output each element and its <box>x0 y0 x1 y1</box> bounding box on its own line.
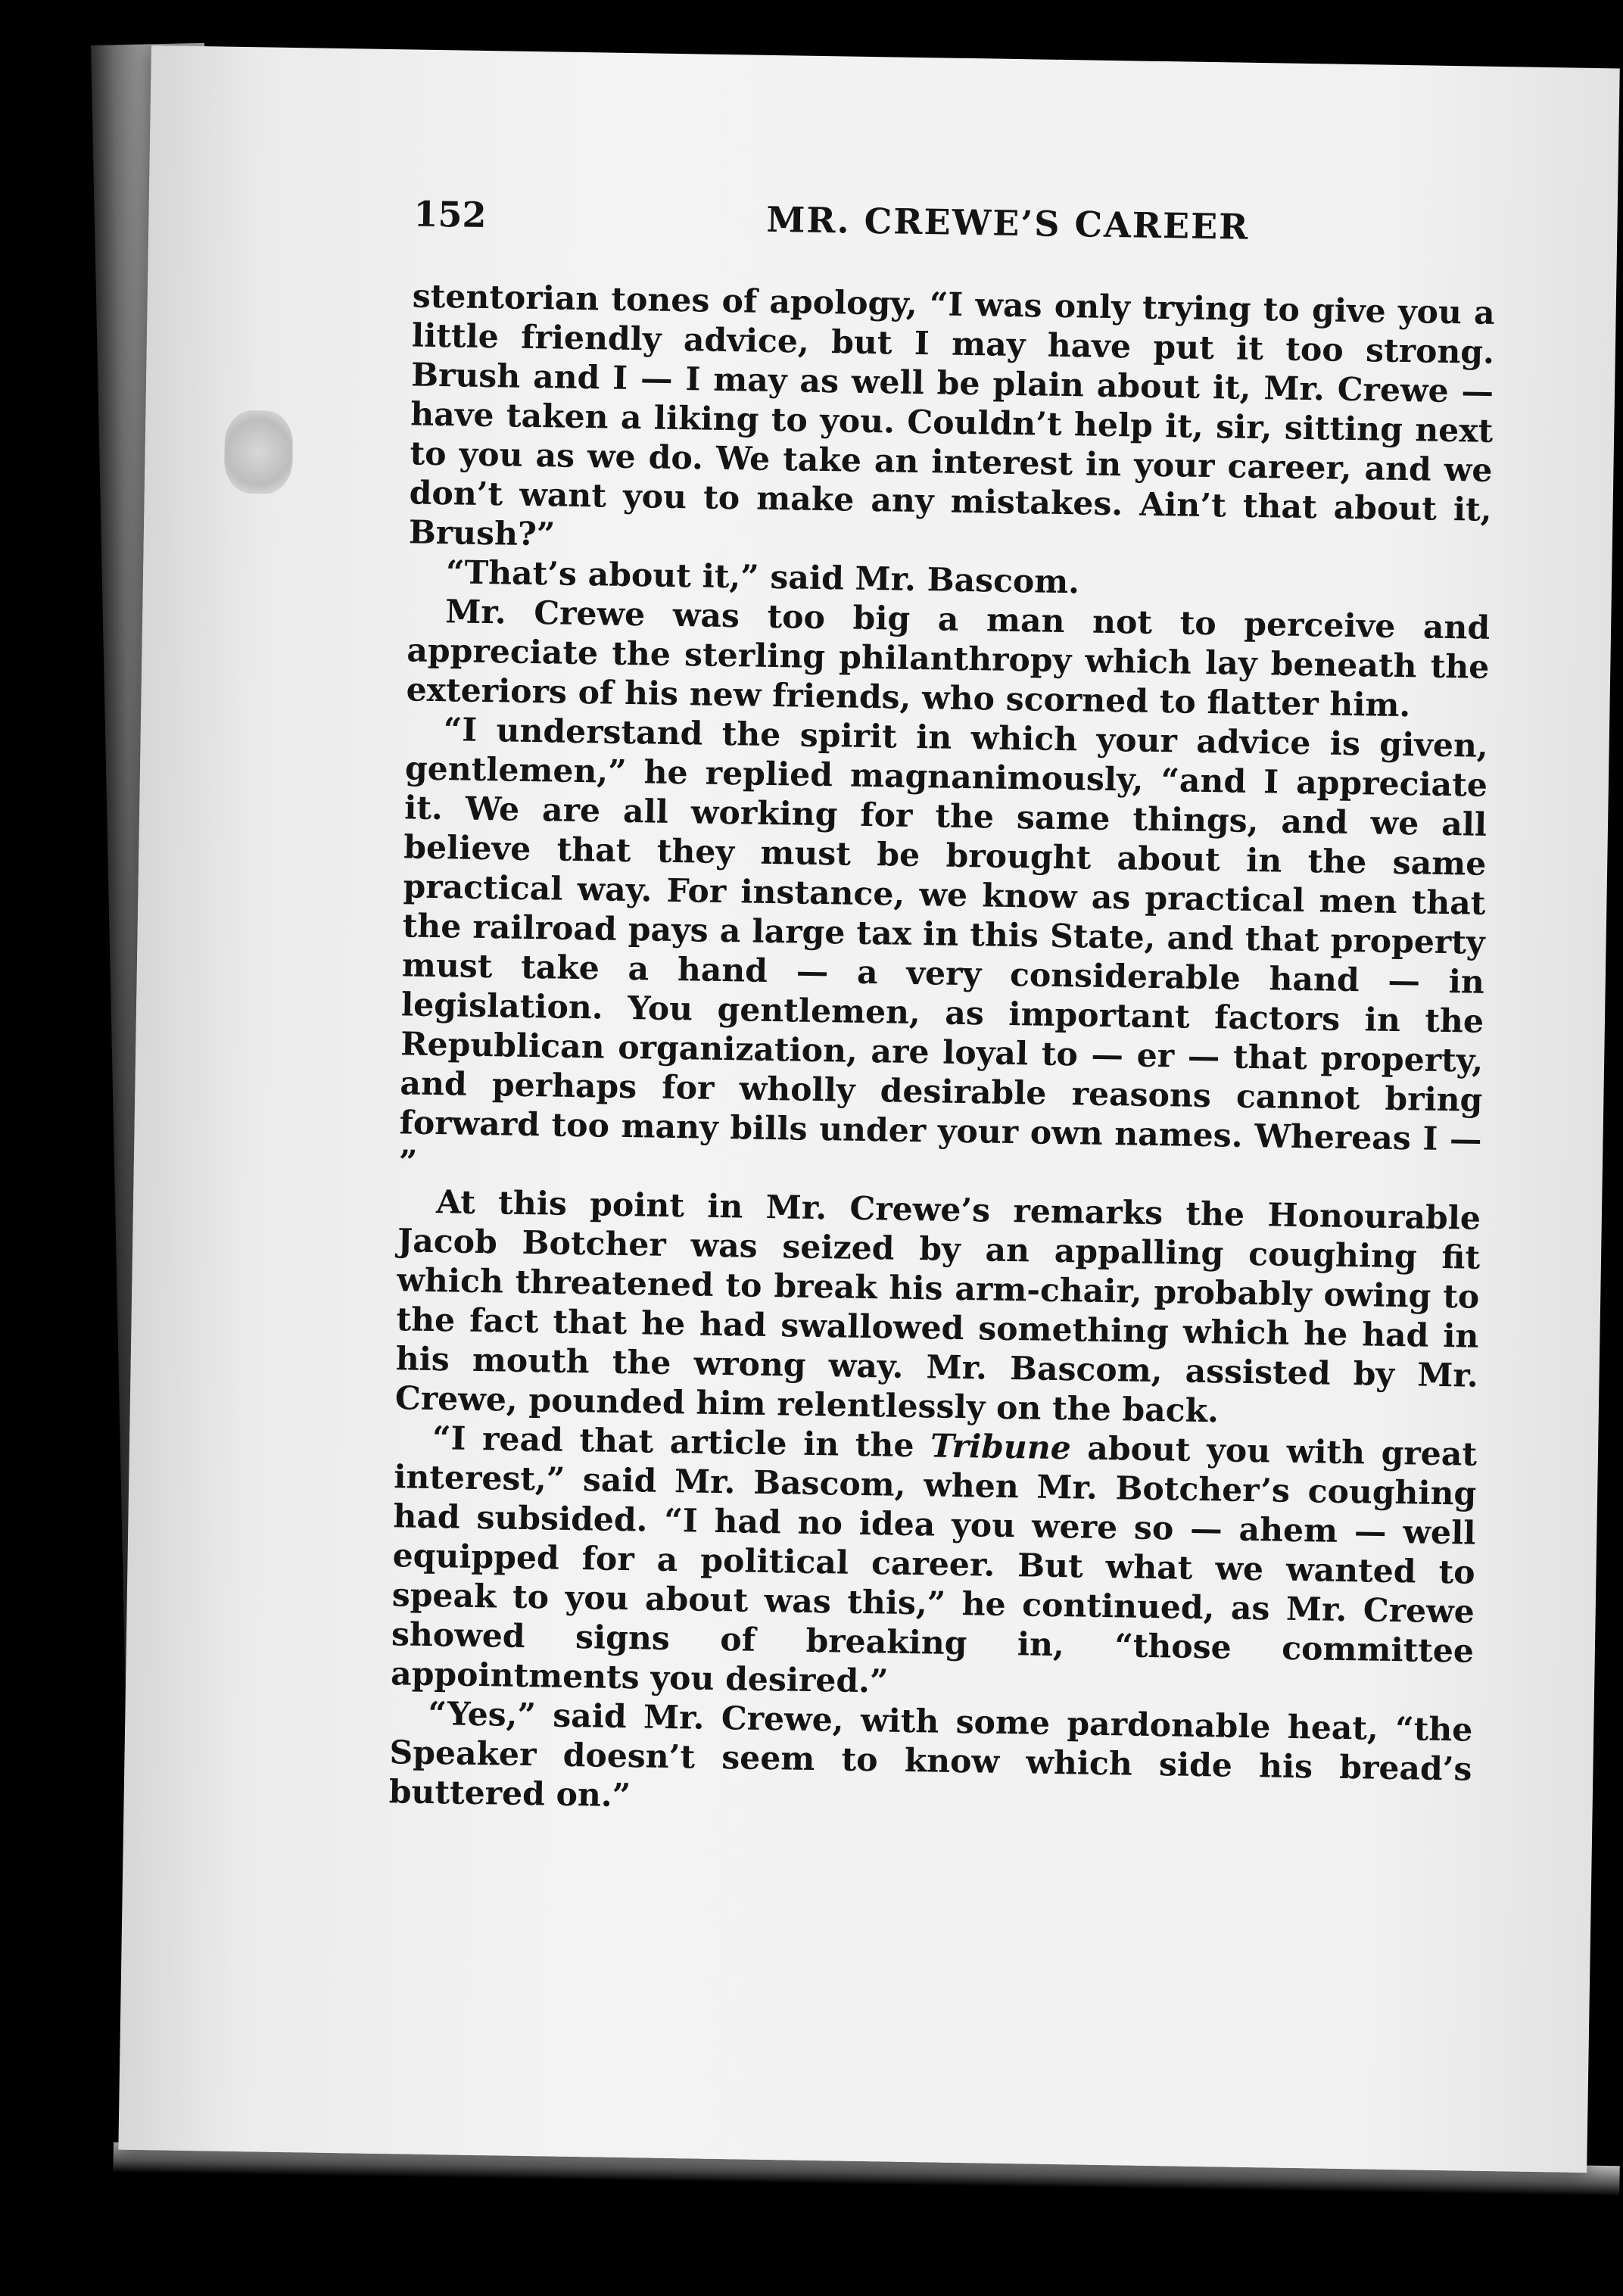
page-content <box>388 193 1496 1828</box>
paragraph-6-text-after: about you with great interest,” said Mr. Bascom, when Mr. Botcher’s coughing had subsided. “I had no idea you were so — ahem — well equipped for a political career. But what we wanted to speak to you about was this,” he continued, as Mr. Crewe showed signs of breaking in, “those committee appointments you desired.” <box>390 1429 1478 1701</box>
page-smudge <box>224 410 294 494</box>
running-head <box>413 193 1497 278</box>
paragraph-7: “Yes,” said Mr. Crewe, with some pardonable heat, “the Speaker doesn’t seem to know which side his bread’s buttered on.” <box>388 1695 1473 1815</box>
page-number: 152 <box>413 193 487 235</box>
body-text <box>388 276 1495 1828</box>
paragraph-6 <box>391 1418 1478 1710</box>
paragraph-1: stentorian tones of apology, “I was only trying to give you a little friendly advice, but I may have put it too strong. Brush and I — I may as well be plain about it, Mr. Crewe — have taken a liking to you. Couldn’t help it, sir, sitting next to you as we do. We take an interest in your career, and we don’t want you to make any mistakes. Ain’t that about it, Brush?” <box>408 277 1496 554</box>
paragraph-3: Mr. Crewe was too big a man not to perceive and appreciate the sterling philanthropy which lay beneath the exteriors of his new friends, who scorned to flatter him. <box>406 593 1491 725</box>
page-title: MR. CREWE’S CAREER <box>766 198 1250 248</box>
paragraph-2: “That’s about it,” said Mr. Bascom. <box>445 553 1080 602</box>
paragraph-6-text-before: “I read that article in the <box>431 1419 931 1466</box>
book-page <box>118 45 1619 2173</box>
paragraph-5: At this point in Mr. Crewe’s remarks the Honourable Jacob Botcher was seized by an appalling coughing fit which threatened to break his arm-chair, probably owing to the fact that he had swallowed something which he had in his mouth the wrong way. Mr. Bascom, assisted by Mr. Crewe, pounded him relentlessly on the back. <box>394 1183 1481 1431</box>
paragraph-4: “I understand the spirit in which your advice is given, gentlemen,” he replied magnanimously, “and I appreciate it. We are all working for the same things, and we all believe that they must be brought about in the same practical way. For instance, we know as practical men that the railroad pays a large tax in this State, and that property must take a hand — a very considerable hand — in legislation. You gentlemen, as important factors in the Republican organization, are loyal to — er — that property, and perhaps for wholly desirable reasons cannot bring forward too many bills under your own names. Whereas I — ” <box>398 711 1489 1182</box>
newspaper-title: Tribune <box>930 1427 1072 1468</box>
